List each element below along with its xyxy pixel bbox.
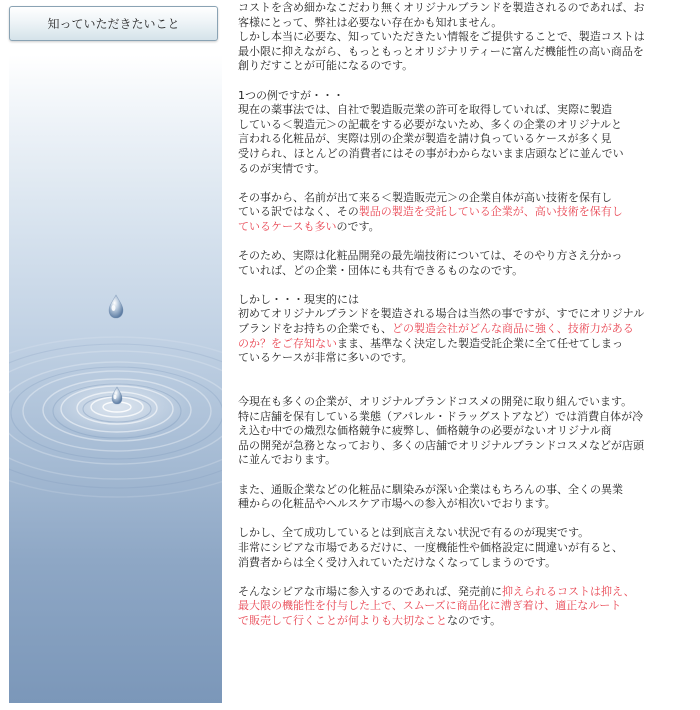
highlighted-text: 製品の製造を受託している企業が、高い技術を保有し bbox=[358, 205, 623, 219]
text-line bbox=[238, 614, 686, 629]
body-text: 受けられ、ほとんどの消費者にはその事がわからないまま店頭などに並んでい bbox=[238, 146, 624, 160]
body-text: しかし、全て成功しているとは到底言えない状況で有るのが現実です。 bbox=[238, 526, 590, 540]
body-text: そんなシビアな市場に参入するのであれば、発売前に bbox=[238, 584, 502, 598]
body-text: 品の開発が急務となっており、多くの店舗でオリジナルブランドコスメなどが店頭 bbox=[238, 438, 645, 452]
highlighted-text: で販売して行くことが何よりも大切なこと bbox=[238, 613, 447, 627]
highlighted-text: 抑えられるコストは抑え、 bbox=[502, 584, 635, 598]
text-line bbox=[238, 424, 686, 439]
text-line bbox=[238, 453, 686, 468]
body-text: コストを含め細かなこだわり無くオリジナルブランドを製造されるのであれば、お bbox=[238, 1, 645, 14]
text-line bbox=[238, 541, 686, 556]
text-line bbox=[238, 132, 686, 147]
text-line bbox=[238, 264, 686, 279]
body-text: なのです。 bbox=[447, 613, 502, 627]
body-text: 初めてオリジナルブランドを製造される場合は当然の事ですが、すでにオリジナル bbox=[238, 307, 645, 321]
text-line bbox=[238, 526, 686, 541]
highlighted-text: どの製造会社がどんな商品に強く、技術力がある bbox=[392, 322, 634, 336]
body-text: ブランドをお持ちの企業でも、 bbox=[238, 322, 392, 336]
body-text: 客様にとって、弊社は必要ない存在かも知れません。 bbox=[238, 15, 503, 29]
text-line bbox=[238, 205, 686, 220]
body-text: 1つの例ですが・・・ bbox=[238, 88, 344, 102]
text-line bbox=[238, 322, 686, 337]
text-line bbox=[238, 59, 686, 74]
text-line bbox=[238, 30, 686, 45]
text-line bbox=[238, 556, 686, 571]
text-line bbox=[238, 147, 686, 162]
body-text: 種からの化粧品やヘルスケア市場への参入が相次いでおります。 bbox=[238, 497, 556, 511]
text-line bbox=[238, 45, 686, 60]
content-paragraph bbox=[238, 249, 686, 278]
text-line bbox=[238, 191, 686, 206]
text-line bbox=[238, 351, 686, 366]
body-text: ていれば、どの企業・団体にも共有できるものなのです。 bbox=[238, 263, 524, 277]
text-line bbox=[238, 89, 686, 104]
text-line bbox=[238, 410, 686, 425]
content-paragraph bbox=[238, 483, 686, 512]
content-paragraph bbox=[238, 585, 686, 629]
body-text: しかし本当に必要な、知っていただきたい情報をご提供することで、製造コストは bbox=[238, 30, 645, 44]
sidebar-header-label: 知っていただきたいこと bbox=[47, 17, 180, 31]
body-text: え込む中での熾烈な価格競争に疲弊し、価格競争の必要がないオリジナル商 bbox=[238, 424, 612, 438]
body-text: 今現在も多くの企業が、オリジナルブランドコスメの開発に取り組んでいます。 bbox=[238, 395, 633, 409]
body-text: のです。 bbox=[336, 219, 380, 233]
spacer bbox=[238, 380, 686, 395]
content-paragraph bbox=[238, 293, 686, 366]
text-line bbox=[238, 249, 686, 264]
text-line bbox=[238, 497, 686, 512]
text-line bbox=[238, 1, 686, 16]
body-text: るのが実情です。 bbox=[238, 161, 326, 175]
content-paragraph bbox=[238, 89, 686, 177]
body-text: 特に店舗を保有している業態（アパレル・ドラッグストアなど）では消費自体が冷 bbox=[238, 409, 644, 423]
text-line bbox=[238, 162, 686, 177]
text-line bbox=[238, 220, 686, 235]
highlighted-text: ているケースも多い bbox=[238, 219, 337, 233]
text-line bbox=[238, 103, 686, 118]
body-text: しかし・・・現実的には bbox=[238, 292, 359, 306]
body-text: そのため、実際は化粧品開発の最先端技術については、そのやり方さえ分かっ bbox=[238, 249, 623, 263]
text-line bbox=[238, 307, 686, 322]
body-text: ている訳ではなく、その bbox=[238, 205, 359, 219]
text-line bbox=[238, 585, 686, 600]
water-ripple-image bbox=[9, 55, 222, 703]
sidebar-header[interactable] bbox=[9, 6, 218, 41]
highlighted-text: 最大限の機能性を付与した上で、スムーズに商品化に漕ぎ着け、適正なルート bbox=[238, 599, 622, 613]
body-text: また、通販企業などの化粧品に馴染みが深い企業はもちろんの事、全くの異業 bbox=[238, 482, 623, 496]
body-text: ているケースが非常に多いのです。 bbox=[238, 351, 413, 365]
main-content bbox=[238, 1, 686, 643]
body-text: 消費者からは全く受け入れていただけなくなってしまうのです。 bbox=[238, 555, 557, 569]
text-line bbox=[238, 337, 686, 352]
body-text: まま、基準なく決定した製造受託企業に全て任せてしまっ bbox=[337, 336, 623, 350]
text-line bbox=[238, 599, 686, 614]
body-text: 現在の薬事法では、自社で製造販売業の許可を取得していれば、実際に製造 bbox=[238, 103, 612, 117]
text-line bbox=[238, 16, 686, 31]
content-paragraph bbox=[238, 395, 686, 468]
body-text: 言われる化粧品が、実際は別の企業が製造を請け負っているケースが多く見 bbox=[238, 132, 612, 146]
text-line bbox=[238, 118, 686, 133]
content-paragraph bbox=[238, 526, 686, 570]
body-text: している＜製造元＞の記載をする必要がないため、多くの企業のオリジナルと bbox=[238, 117, 623, 131]
text-line bbox=[238, 395, 686, 410]
body-text: 創りだすことが可能になるのです。 bbox=[238, 59, 414, 73]
content-paragraph bbox=[238, 1, 686, 74]
content-paragraph bbox=[238, 191, 686, 235]
body-text: その事から、名前が出て来る＜製造販売元＞の企業自体が高い技術を保有し bbox=[238, 190, 612, 204]
text-line bbox=[238, 483, 686, 498]
highlighted-text: のか？をご存知ない bbox=[238, 336, 337, 350]
text-line bbox=[238, 439, 686, 454]
text-line bbox=[238, 293, 686, 308]
body-text: に並んでおります。 bbox=[238, 453, 337, 467]
body-text: 最小限に抑えながら、もっともっとオリジナリティーに富んだ機能性の高い商品を bbox=[238, 44, 644, 58]
body-text: 非常にシビアな市場であるだけに、一度機能性や価格設定に間違いが有ると、 bbox=[238, 540, 623, 554]
